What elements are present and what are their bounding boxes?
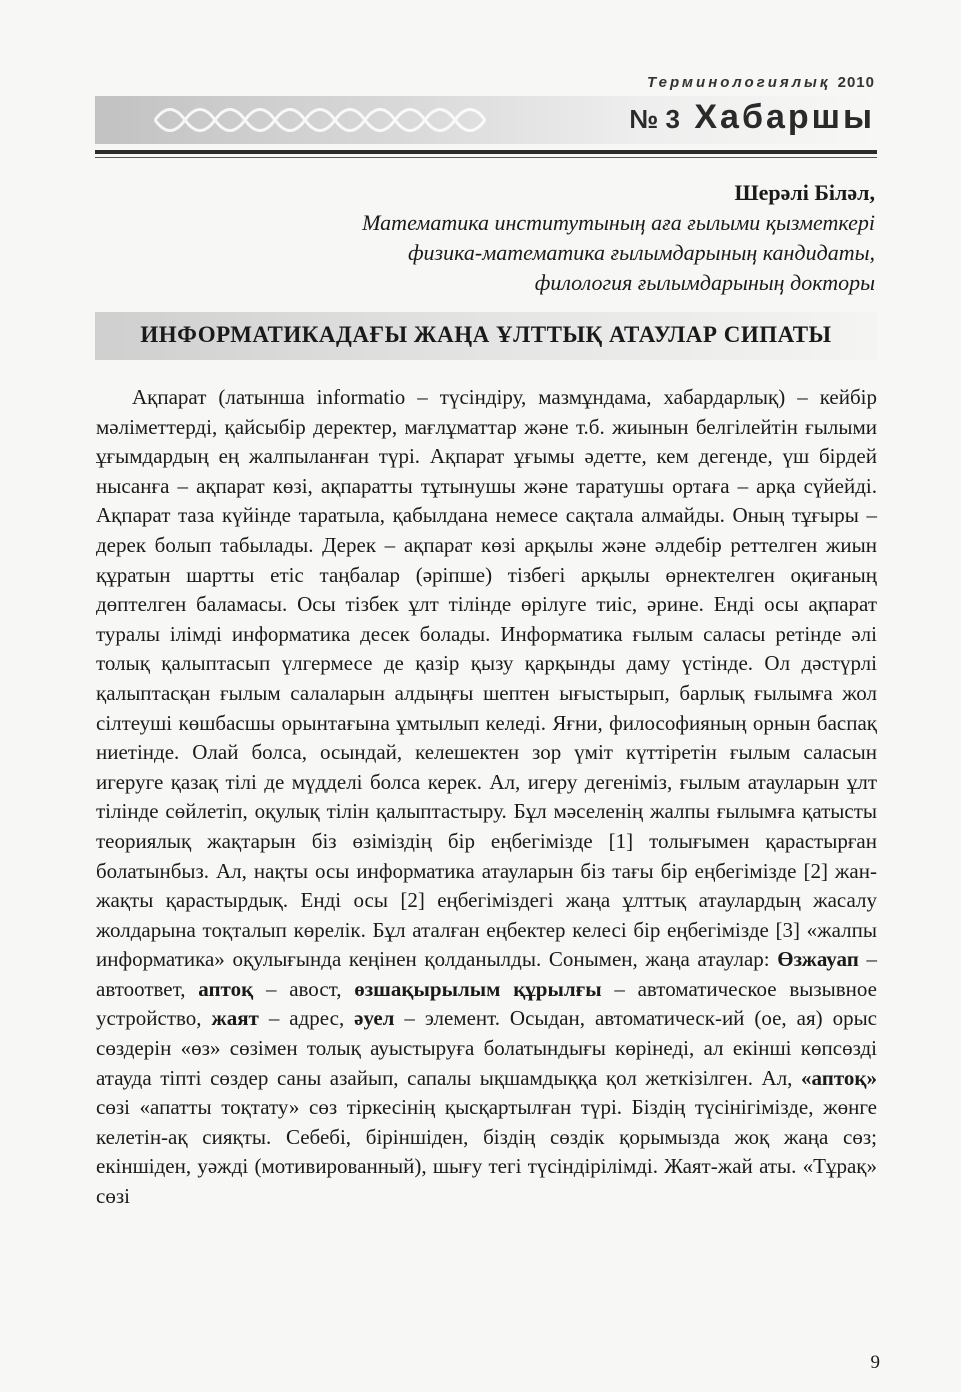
journal-name: Хабаршы [694, 98, 875, 136]
author-block [175, 178, 875, 298]
body-segment: – автоматическое вызывное устройство, [96, 976, 877, 1031]
body-segment: – элемент. Осыдан, автоматическ-ий (ое, ая) орыс сөздерін «өз» сөзімен толық ауыстыруға болатындығы көрінеді, ал екінші көпсөзді атауда тіпті сөздер саны азайып, сапалы ықшамдыққа қол жеткізілген. Ал, [96, 1006, 877, 1090]
header-rule-thick [95, 150, 877, 154]
body-segment: – автоответ, [96, 947, 877, 1001]
term-bold: «аптоқ» [801, 1065, 877, 1090]
article-body [96, 383, 877, 1212]
term-bold: әуел [354, 1006, 395, 1031]
header-rule-thin [95, 157, 877, 158]
term-bold: Өзжауап [777, 947, 859, 972]
journal-running-head [620, 74, 875, 91]
issue-number: № 3 [629, 104, 680, 134]
author-affiliation-3: филология ғылымдарының докторы [534, 270, 875, 295]
page-number: 9 [870, 1352, 880, 1373]
body-segment: сөзі «апатты тоқтату» сөз тіркесінің қысқартылған түрі. Біздің түсінігімізде, жөнге келетін-ақ сияқты. Себебі, біріншіден, біздің сөздік қорымызда жоқ жаңа сөз; екіншіден, уәжді (мотивированный), шығу тегі түсіндірілімді. Жаят-жай аты. «Тұрақ» сөзі [96, 1095, 877, 1209]
body-segment: Ақпарат (латынша informatio – түсіндіру, мазмұндама, хабардарлық) – кейбір мәліметтерді, қайсыбір деректер, мағлұматтар және т.б. жиынын белгілейтін ғылыми ұғымдардың ең жалпыланған түрі. Ақпарат ұғымы әдетте, кем дегенде, үш бірдей нысанға – ақпарат көзі, ақпаратты тұтынушы және таратушы ортаға – арқа сүйейді. Ақпарат таза күйінде таратыла, қабылдана немесе сақтала алмайды. Оның тұғыры – дерек болып табылады. Дерек – ақпарат көзі арқылы және әлдебір реттелген жиын құратын шартты етіс таңбалар (әріпше) тізбегі арқылы өрнектелген оқиғаның дөптелген баламасы. Осы тізбек ұлт тілінде өрілуге тиіс, әрине. Енді осы ақпарат туралы ілімді информатика десек болады. Информатика ғылым саласы ретінде әлі толық қалыптасып үлгермесе де қазір қызу қарқынды даму үстінде. Ол дәстүрлі қалыптасқан ғылым салаларын алдыңғы шептен ығыстырып, барлық ғылымға жол сілтеуші көшбасшы орынтағына ұмтылып келеді. Яғни, философияның орнын баспақ ниетінде. Олай болса, осындай, келешектен зор үміт күттіретін ғылым саласын игеруге қазақ тілі де мүдделі болса керек. Ал, игеру дегеніміз, ғылым атауларын ұлт тілінде сөйлетіп, оқулық тілін қалыптастыру. Бұл мәселенің жалпы ғылымға қатысты теориялық жақтарын біз өзіміздің бір еңбегімізде [1] толығымен қарастырған болатынбыз. Ал, нақты осы информатика атауларын біз тағы бір еңбегімізде [2] жан-жақты қарастырдық. Енді осы [2] еңбегіміздегі жаңа ұлттық атаулардың жасалу жолдарына тоқталып көрелік. Бұл аталған еңбектер келесі бір еңбегімізде [3] «жалпы информатика» оқулығында кеңінен қолданылды. Сонымен, жаңа атаулар: [96, 385, 877, 972]
term-bold: өзшақырылым құрылғы [354, 976, 602, 1001]
author-affiliation-1: Математика институтының аға ғылыми қызметкері [362, 210, 875, 235]
journal-word: Терминологиялық [647, 74, 831, 91]
article-title: ИНФОРМАТИКАДАҒЫ ЖАҢА ҰЛТТЫҚ АТАУЛАР СИПАТЫ [140, 322, 832, 347]
term-bold: жаят [211, 1006, 259, 1031]
body-segment: – адрес, [258, 1006, 355, 1031]
author-affiliation-2: физика-математика ғылымдарының кандидаты, [407, 240, 875, 265]
journal-year: 2010 [837, 74, 875, 91]
term-bold: аптоқ [198, 976, 254, 1001]
author-name: Шерәлі Біләл, [734, 180, 875, 205]
body-segment: – авост, [253, 976, 355, 1001]
issue-label [629, 98, 875, 137]
kazakh-ornament-icon [150, 104, 500, 136]
